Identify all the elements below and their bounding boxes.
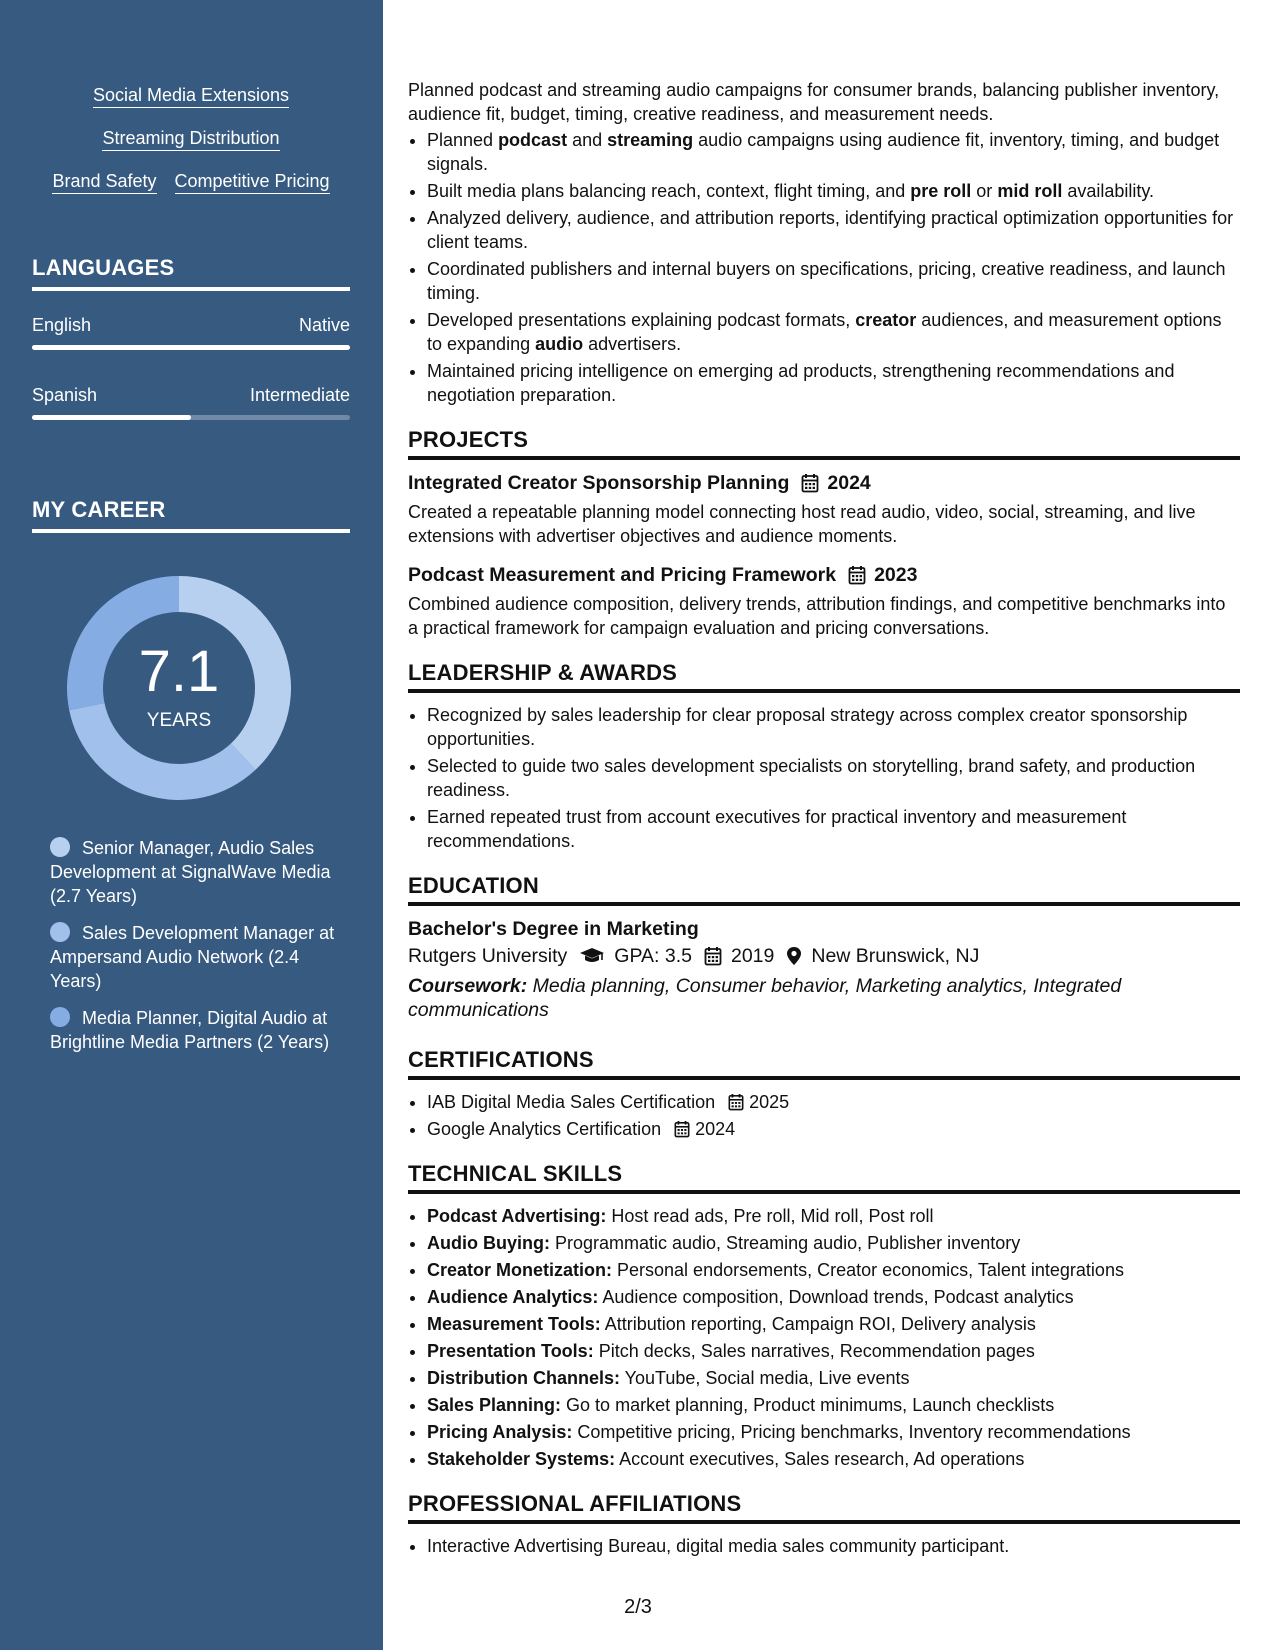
career-item bbox=[50, 836, 340, 908]
bullet-text: audio campaigns using audience fit, inventory, timing, and budget signals. bbox=[427, 130, 1220, 174]
certification-item bbox=[427, 1117, 1240, 1141]
coursework-list: Media planning, Consumer behavior, Marketing analytics, Integrated communications bbox=[408, 975, 1122, 1021]
language-bar bbox=[32, 345, 350, 350]
bullet-keyword: streaming bbox=[607, 130, 694, 150]
certification-name: • IAB Digital Media Sales Certification bbox=[427, 1092, 716, 1112]
education-heading: EDUCATION bbox=[408, 872, 1240, 906]
education-details bbox=[408, 942, 1240, 970]
technical-skill-item bbox=[427, 1312, 1240, 1336]
school-name: Rutgers University bbox=[408, 945, 568, 967]
skill-category: Distribution Channels: bbox=[427, 1368, 620, 1388]
career-label: Senior Manager, Audio Sales Development at SignalWave Media (2.7 Years) bbox=[50, 838, 331, 906]
skill-category: Stakeholder Systems: bbox=[427, 1449, 616, 1469]
skill-category: Sales Planning: bbox=[427, 1395, 562, 1415]
skill-values: Programmatic audio, Streaming audio, Publisher inventory bbox=[549, 1233, 1021, 1253]
career-label: Sales Development Manager at Ampersand Audio Network (2.4 Years) bbox=[50, 923, 335, 991]
total-years-value: 7.1 bbox=[138, 639, 220, 704]
skill-values: Personal endorsements, Creator economics, Talent integrations bbox=[612, 1260, 1124, 1280]
language-level: Intermediate bbox=[249, 385, 350, 405]
skill-category: Podcast Advertising: bbox=[427, 1206, 607, 1226]
skill-values: Account executives, Sales research, Ad operations bbox=[615, 1449, 1025, 1469]
technical-skills-heading: TECHNICAL SKILLS bbox=[408, 1160, 1240, 1194]
career-label: Media Planner, Digital Audio at Brightline Media Partners (2 Years) bbox=[50, 1008, 330, 1052]
graduation-cap-icon bbox=[579, 947, 605, 965]
project-year: 2023 bbox=[874, 564, 918, 586]
affiliations-list bbox=[408, 1534, 1240, 1558]
bullet-text: Maintained pricing intelligence on emerging ad products, strengthening recommendations and negotiation preparation. bbox=[427, 361, 1175, 405]
language-bar-fill bbox=[32, 345, 350, 350]
leadership-list bbox=[408, 703, 1240, 853]
calendar-icon bbox=[704, 946, 722, 966]
skill-tag[interactable]: Streaming Distribution bbox=[102, 127, 279, 151]
language-bar bbox=[32, 415, 350, 420]
language-level: Native bbox=[298, 315, 350, 335]
projects-heading: PROJECTS bbox=[408, 426, 1240, 460]
bullet-text: Developed presentations explaining podcast formats, bbox=[427, 310, 856, 330]
career-item bbox=[50, 1006, 340, 1054]
career-donut-chart bbox=[66, 575, 292, 801]
career-heading: MY CAREER bbox=[32, 497, 350, 533]
skill-values: Host read ads, Pre roll, Mid roll, Post roll bbox=[606, 1206, 934, 1226]
project-description: Combined audience composition, delivery trends, attribution findings, and competitive benchmarks into a practical framework for campaign evaluation and pricing conversations. bbox=[408, 594, 1226, 638]
main-content bbox=[408, 78, 1240, 1561]
languages-heading: LANGUAGES bbox=[32, 255, 350, 291]
gpa: GPA: 3.5 bbox=[614, 945, 692, 967]
bullet-keyword: audio bbox=[535, 334, 584, 354]
bullet-keyword: creator bbox=[855, 310, 917, 330]
skill-values: Attribution reporting, Campaign ROI, Delivery analysis bbox=[600, 1314, 1036, 1334]
experience-bullet bbox=[427, 359, 1240, 407]
certifications-heading: CERTIFICATIONS bbox=[408, 1046, 1240, 1080]
skill-category: Audience Analytics: bbox=[427, 1287, 599, 1307]
skill-tag[interactable]: Brand Safety bbox=[52, 170, 156, 194]
certification-year: 2024 bbox=[695, 1119, 736, 1139]
affiliations-heading: PROFESSIONAL AFFILIATIONS bbox=[408, 1490, 1240, 1524]
certification-year: 2025 bbox=[749, 1092, 790, 1112]
project-description: Created a repeatable planning model connecting host read audio, video, social, streaming, and live extensions with advertiser objectives and audience moments. bbox=[408, 502, 1196, 546]
bullet-keyword: mid roll bbox=[997, 181, 1063, 201]
page-number: 2/3 bbox=[624, 1596, 652, 1618]
language-spanish bbox=[32, 384, 350, 420]
language-name: English bbox=[32, 315, 92, 335]
bullet-text: and bbox=[567, 130, 608, 150]
school-location: New Brunswick, NJ bbox=[811, 945, 980, 967]
experience-bullet bbox=[427, 206, 1240, 254]
bullet-text: advertisers. bbox=[583, 334, 682, 354]
skill-values: Pitch decks, Sales narratives, Recommendation pages bbox=[593, 1341, 1035, 1361]
technical-skill-item bbox=[427, 1204, 1240, 1228]
technical-skill-item bbox=[427, 1447, 1240, 1471]
calendar-icon bbox=[728, 1093, 744, 1111]
skill-tags bbox=[32, 84, 350, 213]
project-item bbox=[408, 470, 1240, 548]
career-dot-icon bbox=[50, 837, 70, 857]
bullet-text: or bbox=[971, 181, 998, 201]
skill-category: Pricing Analysis: bbox=[427, 1422, 573, 1442]
sidebar bbox=[0, 0, 383, 1650]
location-pin-icon bbox=[786, 946, 802, 966]
calendar-icon bbox=[674, 1120, 690, 1138]
skill-tag[interactable]: Social Media Extensions bbox=[93, 84, 289, 108]
project-title: Integrated Creator Sponsorship Planning bbox=[408, 472, 790, 494]
technical-skills-list bbox=[408, 1204, 1240, 1471]
skill-tag[interactable]: Competitive Pricing bbox=[175, 170, 330, 194]
technical-skill-item bbox=[427, 1393, 1240, 1417]
technical-skill-item bbox=[427, 1420, 1240, 1444]
skill-category: Audio Buying: bbox=[427, 1233, 550, 1253]
leadership-item: • Earned repeated trust from account executives for practical inventory and measurement recommendations. bbox=[427, 805, 1240, 853]
career-item bbox=[50, 921, 340, 993]
bullet-text: Built media plans balancing reach, context, flight timing, and bbox=[427, 181, 911, 201]
experience-bullet bbox=[427, 257, 1240, 305]
affiliation-item: • Interactive Advertising Bureau, digital media sales community participant. bbox=[427, 1534, 1240, 1558]
calendar-icon bbox=[801, 473, 819, 493]
certification-name: • Google Analytics Certification bbox=[427, 1119, 662, 1139]
technical-skill-item bbox=[427, 1366, 1240, 1390]
experience-bullets bbox=[408, 128, 1240, 407]
bullet-keyword: pre roll bbox=[910, 181, 972, 201]
project-year: 2024 bbox=[827, 472, 871, 494]
bullet-text: Planned bbox=[427, 130, 499, 150]
technical-skill-item bbox=[427, 1285, 1240, 1309]
degree-title: Bachelor's Degree in Marketing bbox=[408, 918, 699, 940]
experience-summary: Planned podcast and streaming audio campaigns for consumer brands, balancing publisher inventory, audience fit, budget, timing, creative readiness, and measurement needs. bbox=[408, 80, 1220, 124]
leadership-item: • Selected to guide two sales development specialists on storytelling, brand safety, and production readiness. bbox=[427, 754, 1240, 802]
skill-values: Go to market planning, Product minimums, Launch checklists bbox=[561, 1395, 1055, 1415]
bullet-keyword: podcast bbox=[498, 130, 568, 150]
career-list bbox=[50, 836, 340, 1067]
donut-center bbox=[66, 575, 292, 801]
experience-bullet bbox=[427, 308, 1240, 356]
language-english bbox=[32, 314, 350, 350]
bullet-text: audiences, and measurement options to expanding bbox=[427, 310, 1222, 354]
career-dot-icon bbox=[50, 1007, 70, 1027]
skill-category: Presentation Tools: bbox=[427, 1341, 594, 1361]
skill-values: YouTube, Social media, Live events bbox=[620, 1368, 910, 1388]
calendar-icon bbox=[848, 565, 866, 585]
language-name: Spanish bbox=[32, 385, 98, 405]
bullet-text: availability. bbox=[1062, 181, 1155, 201]
leadership-heading: LEADERSHIP & AWARDS bbox=[408, 659, 1240, 693]
skill-values: Audience composition, Download trends, Podcast analytics bbox=[598, 1287, 1074, 1307]
certification-item bbox=[427, 1090, 1240, 1114]
coursework bbox=[408, 974, 1240, 1022]
skill-category: Creator Monetization: bbox=[427, 1260, 613, 1280]
technical-skill-item bbox=[427, 1258, 1240, 1282]
bullet-text: Analyzed delivery, audience, and attribution reports, identifying practical optimization opportunities for client teams. bbox=[427, 208, 1234, 252]
experience-bullet bbox=[427, 128, 1240, 176]
career-dot-icon bbox=[50, 922, 70, 942]
experience-bullet bbox=[427, 179, 1240, 203]
coursework-label: Coursework: bbox=[408, 975, 528, 997]
technical-skill-item bbox=[427, 1339, 1240, 1363]
graduation-year: 2019 bbox=[730, 945, 775, 967]
language-bar-fill bbox=[32, 415, 191, 420]
bullet-text: Coordinated publishers and internal buyers on specifications, pricing, creative readiness, and launch timing. bbox=[427, 259, 1226, 303]
certifications-list bbox=[408, 1090, 1240, 1141]
project-item bbox=[408, 562, 1240, 640]
skill-category: Measurement Tools: bbox=[427, 1314, 601, 1334]
technical-skill-item bbox=[427, 1231, 1240, 1255]
total-years-unit: YEARS bbox=[146, 710, 212, 731]
skill-values: Competitive pricing, Pricing benchmarks, Inventory recommendations bbox=[572, 1422, 1131, 1442]
project-title: Podcast Measurement and Pricing Framework bbox=[408, 564, 837, 586]
leadership-item: • Recognized by sales leadership for clear proposal strategy across complex creator sponsorship opportunities. bbox=[427, 703, 1240, 751]
